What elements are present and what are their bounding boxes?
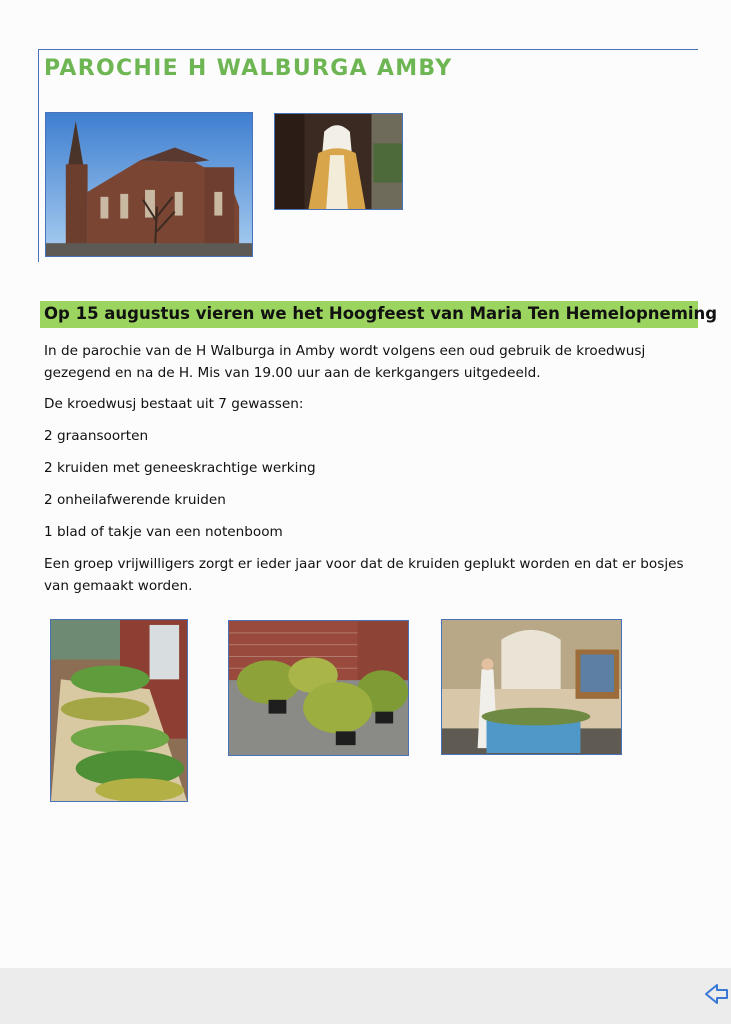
intro-paragraph: In de parochie van de H Walburga in Amby wordt volgens een oud gebruik de kroedwusj gezegend en na de H. Mis van 19.00 uur aan de kerkgangers uitgedeeld. — [44, 343, 646, 381]
list-item: 1 blad of takje van een notenboom — [44, 524, 283, 540]
ingredients-intro: De kroedwusj bestaat uit 7 gewassen: — [44, 396, 304, 412]
header-frame-left-line — [38, 49, 39, 262]
volunteers-paragraph: Een groep vrijwilligers zorgt er ieder jaar voor dat de kruiden geplukt worden en dat er bosjes van gemaakt worden. — [44, 556, 684, 594]
header-frame-top-line — [38, 49, 698, 50]
page-title: PAROCHIE H WALBURGA AMBY — [44, 56, 453, 81]
saint-statue-photo — [274, 113, 403, 210]
section-heading: Op 15 augustus vieren we het Hoogfeest van Maria Ten Hemelopneming — [44, 304, 718, 323]
list-item: 2 onheilafwerende kruiden — [44, 492, 226, 508]
list-item: 2 kruiden met geneeskrachtige werking — [44, 460, 316, 476]
list-item: 2 graansoorten — [44, 428, 149, 444]
herb-buckets-photo — [228, 620, 409, 756]
blessing-ceremony-photo — [441, 619, 622, 755]
back-button[interactable] — [701, 980, 729, 1008]
herbs-drying-photo — [50, 619, 188, 802]
section-heading-banner — [40, 301, 718, 328]
back-arrow-icon — [701, 980, 729, 1008]
bottom-toolbar — [0, 968, 731, 1024]
church-photo — [45, 112, 253, 257]
